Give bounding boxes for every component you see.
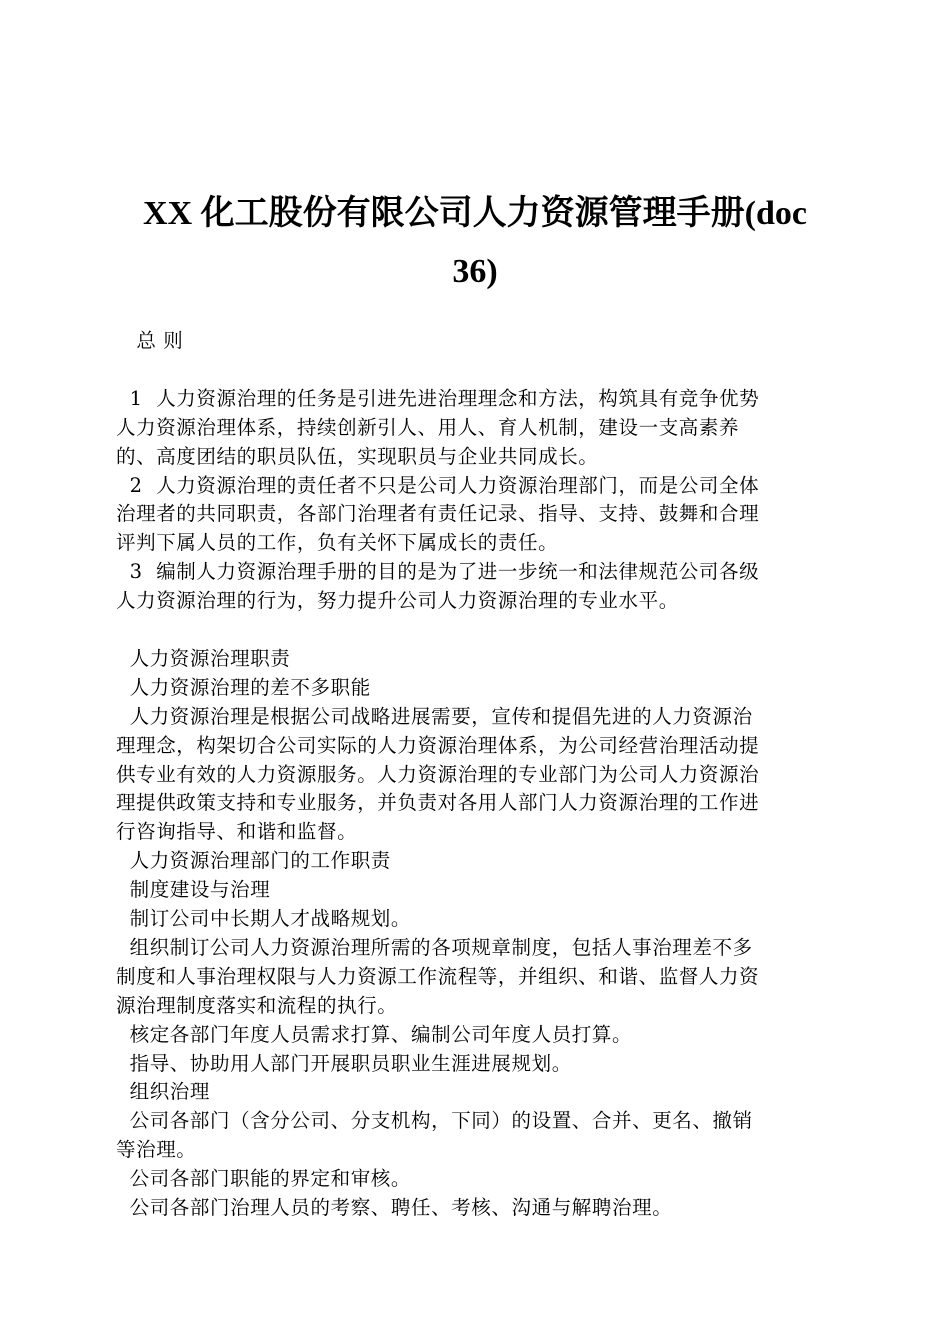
body-text-line: 的、高度团结的职员队伍，实现职员与企业共同成长。 — [116, 444, 599, 468]
body-text-line: 总 则 — [116, 329, 184, 352]
body-text-line: 理理念，构架切合公司实际的人力资源治理体系，为公司经营治理活动提 — [116, 733, 760, 757]
body-text-line: 等治理。 — [116, 1138, 197, 1162]
body-text-line: 3 编制人力资源治理手册的目的是为了进一步统一和法律规范公司各级 — [116, 560, 760, 584]
body-text-line: 理提供政策支持和专业服务，并负责对各用人部门人力资源治理的工作进 — [116, 791, 760, 815]
body-text-line: 1 人力资源治理的任务是引进先进治理理念和方法，构筑具有竞争优势 — [116, 386, 760, 410]
body-text-line: 人力资源治理的行为，努力提升公司人力资源治理的专业水平。 — [116, 589, 679, 613]
body-text-line: 人力资源治理部门的工作职责 — [116, 849, 391, 873]
body-text-line: 治理者的共同职责，各部门治理者有责任记录、指导、支持、鼓舞和合理 — [116, 502, 760, 526]
body-text-line: 人力资源治理体系，持续创新引人、用人、育人机制，建设一支高素养 — [116, 415, 740, 439]
document-title-line-2: 36) — [452, 253, 498, 290]
body-text-line: 公司各部门（含分公司、分支机构，下同）的设置、合并、更名、撤销 — [116, 1109, 753, 1133]
body-text-line: 2 人力资源治理的责任者不只是公司人力资源治理部门，而是公司全体 — [116, 473, 760, 497]
body-text-line: 公司各部门治理人员的考察、聘任、考核、沟通与解聘治理。 — [116, 1196, 673, 1219]
body-text-line: 源治理制度落实和流程的执行。 — [116, 993, 398, 1017]
body-text-line: 公司各部门职能的界定和审核。 — [116, 1167, 411, 1191]
body-text-line: 组织治理 — [116, 1080, 210, 1104]
body-text-line: 制度和人事治理权限与人力资源工作流程等，并组织、和谐、监督人力资 — [116, 964, 760, 988]
body-text-line: 制订公司中长期人才战略规划。 — [116, 907, 411, 930]
body-text-line: 组织制订公司人力资源治理所需的各项规章制度，包括人事治理差不多 — [116, 935, 753, 959]
body-text-line: 制度建设与治理 — [116, 878, 271, 902]
body-text-line: 人力资源治理职责 — [116, 646, 291, 670]
body-text-line: 人力资源治理是根据公司战略进展需要，宣传和提倡先进的人力资源治 — [116, 704, 753, 728]
body-text-line: 指导、协助用人部门开展职员职业生涯进展规划。 — [116, 1051, 572, 1075]
body-text-line: 人力资源治理的差不多职能 — [116, 675, 371, 699]
body-text-line: 评判下属人员的工作，负有关怀下属成长的责任。 — [116, 531, 559, 555]
body-text-line: 核定各部门年度人员需求打算、编制公司年度人员打算。 — [116, 1022, 633, 1046]
body-text-line: 供专业有效的人力资源服务。人力资源治理的专业部门为公司人力资源治 — [116, 762, 760, 786]
document-title-line-1: XX 化工股份有限公司人力资源管理手册(doc — [143, 195, 807, 232]
body-text-line: 行咨询指导、和谐和监督。 — [116, 820, 358, 844]
